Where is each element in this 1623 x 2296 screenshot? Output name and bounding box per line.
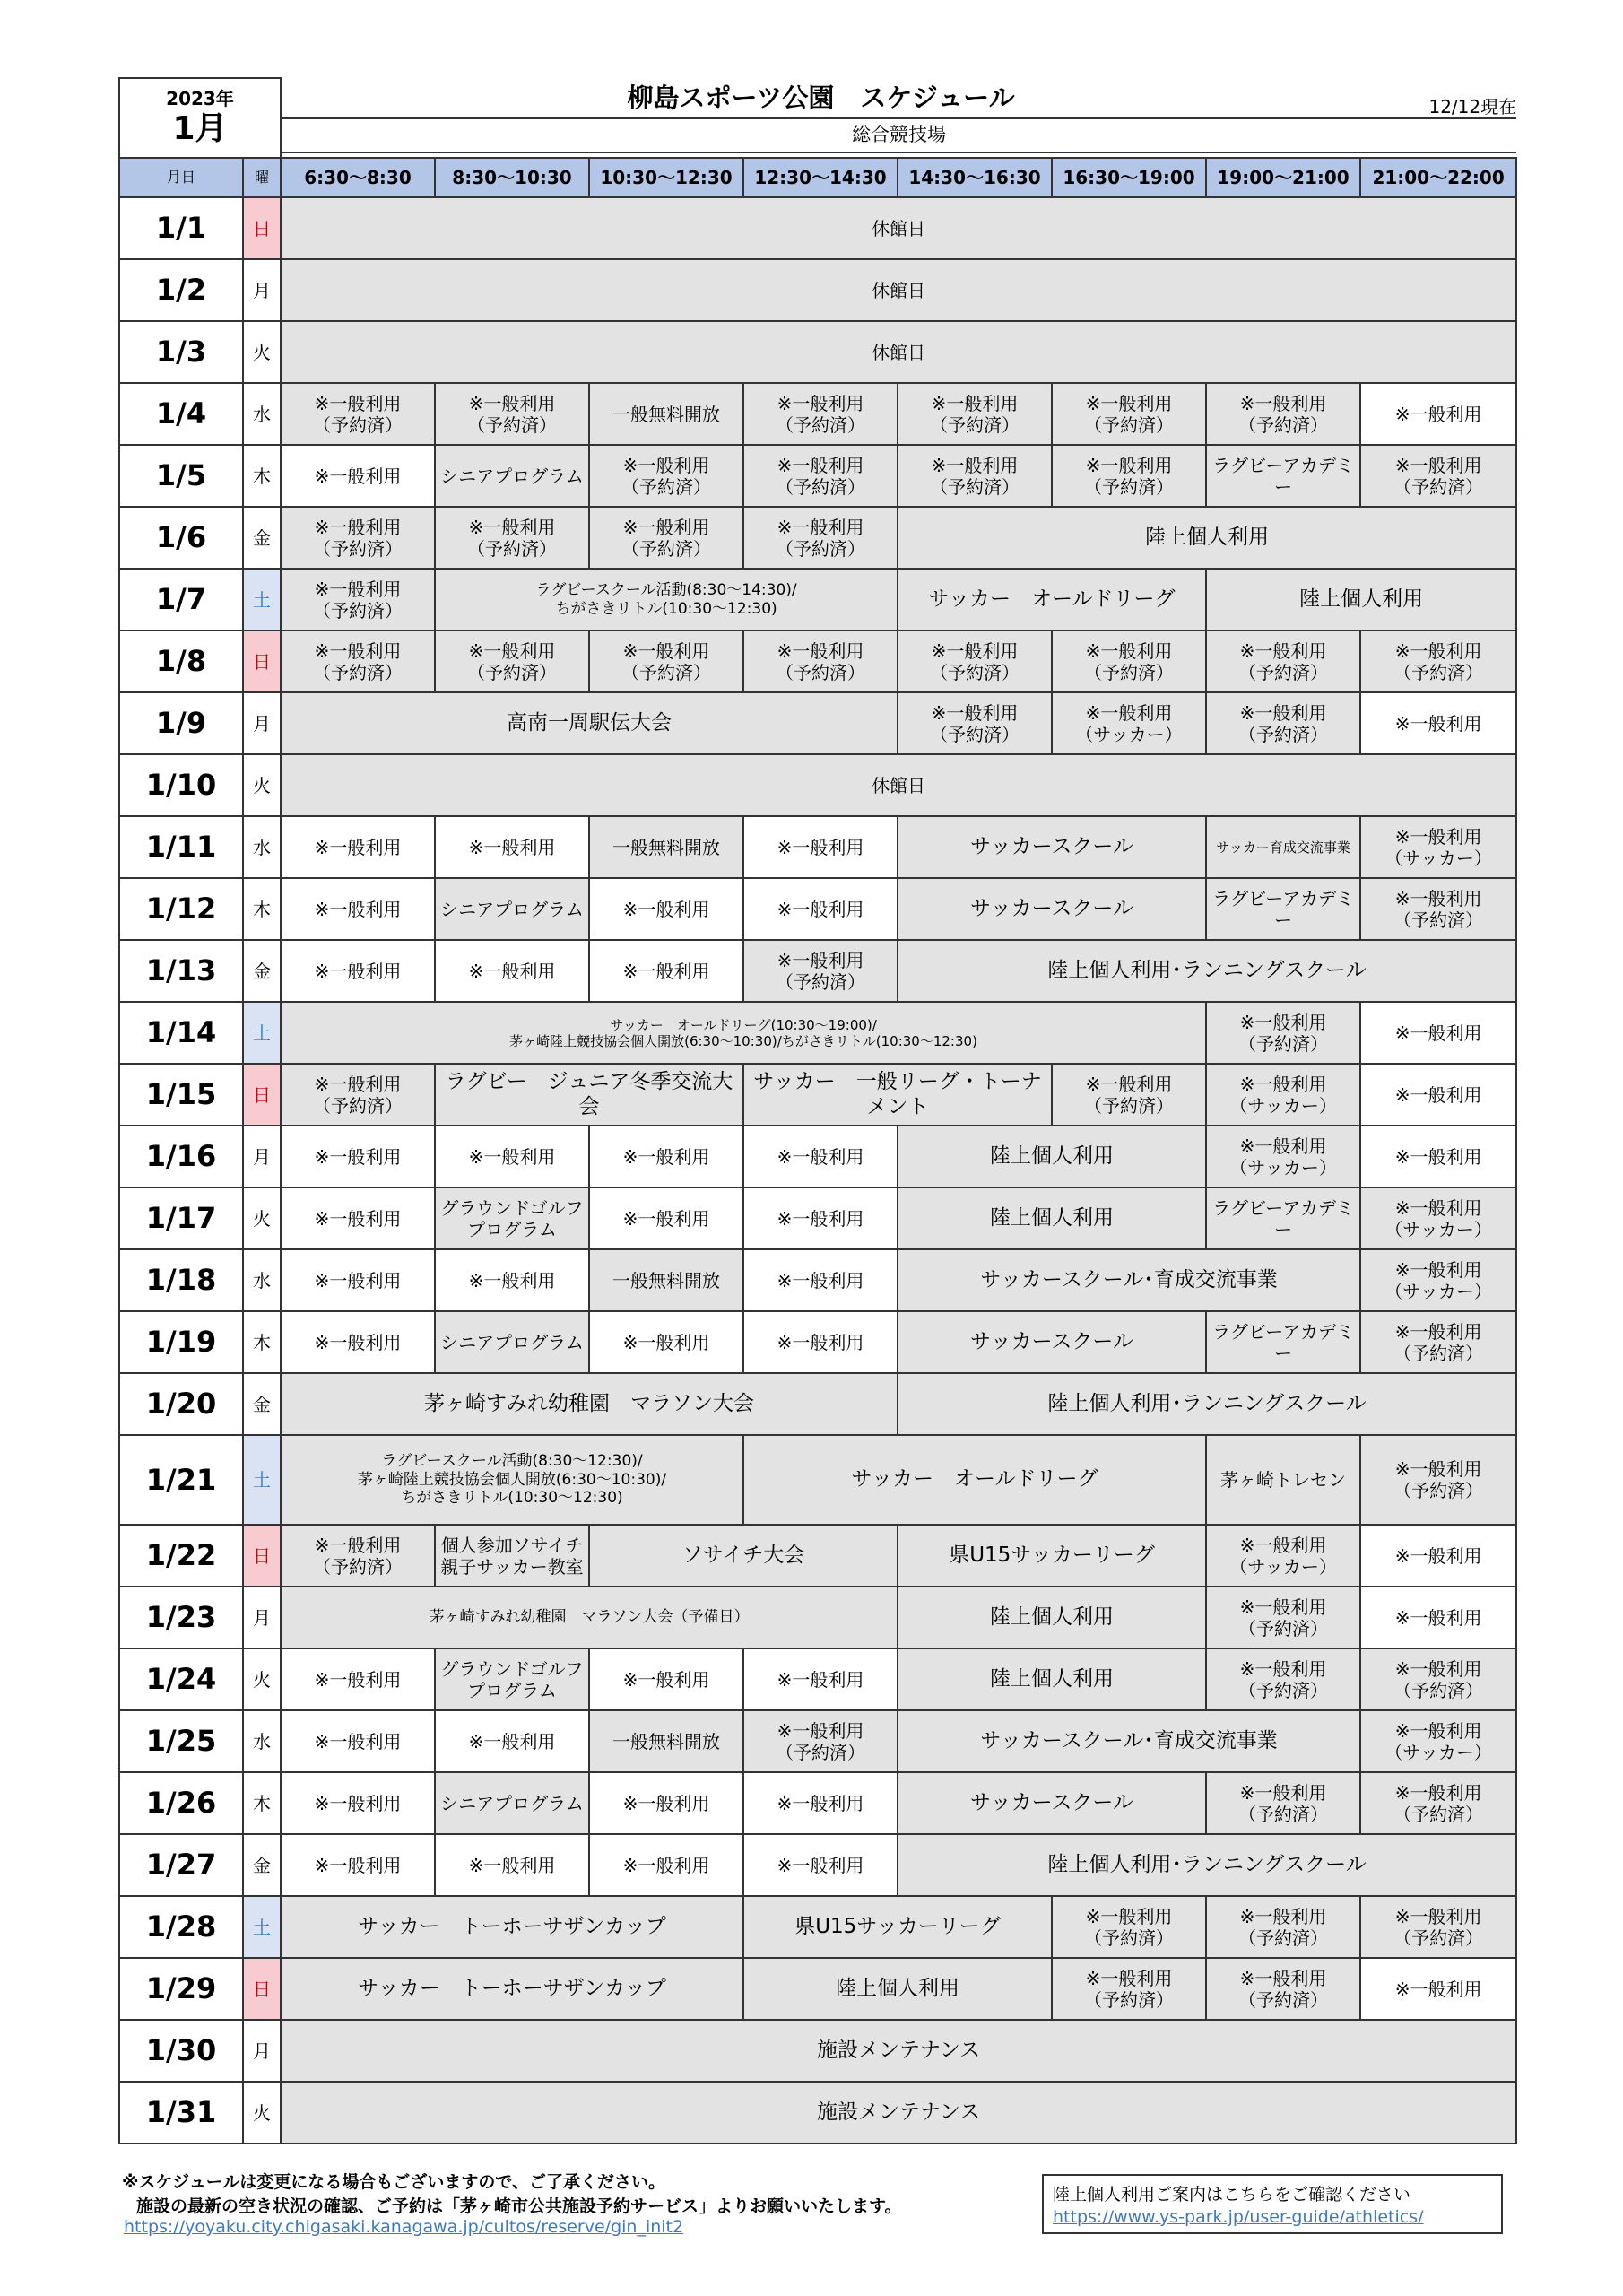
schedule-cell: サッカー 一般リーグ・トーナメント [743,1064,1052,1126]
dow-cell: 月 [243,692,281,754]
table-row [119,1187,1516,1249]
schedule-cell: ラグビースクール活動(8:30～12:30)/ 茅ヶ崎陸上競技協会個人開放(6:30～10:30)/ ちがさきリトル(10:30～12:30) [281,1435,743,1525]
date-cell: 1/5 [119,445,243,507]
dow-column-header: 曜 [243,158,281,197]
schedule-cell: ※一般利用 （予約済） [898,445,1052,507]
schedule-cell: ※一般利用 （予約済） [1052,1896,1206,1958]
schedule-cell: 県U15サッカーリーグ [743,1896,1052,1958]
schedule-cell: 陸上個人利用 [898,507,1516,569]
dow-cell: 金 [243,1373,281,1435]
schedule-cell: 陸上個人利用 [898,1648,1206,1710]
slot-header: 14:30～16:30 [898,158,1052,197]
schedule-cell: シニアプログラム [435,445,589,507]
schedule-cell: 陸上個人利用･ランニングスクール [898,1373,1516,1435]
schedule-cell: サッカースクール･育成交流事業 [898,1710,1360,1772]
schedule-cell: ※一般利用 [743,1648,898,1710]
schedule-cell: ※一般利用 [435,1249,589,1311]
schedule-cell: ※一般利用 （予約済） [1206,1587,1360,1648]
schedule-cell: ラグビースクール活動(8:30～14:30)/ ちがさきリトル(10:30～12:30) [435,569,898,631]
date-cell: 1/10 [119,754,243,816]
column-header-row [119,158,1516,197]
schedule-cell: ※一般利用 （サッカー） [1052,692,1206,754]
schedule-cell: 一般無料開放 [589,1710,743,1772]
dow-cell: 月 [243,1126,281,1187]
schedule-cell: ※一般利用 [435,1834,589,1896]
dow-cell: 木 [243,1311,281,1373]
schedule-cell: ※一般利用 [281,1834,435,1896]
table-row [119,1710,1516,1772]
schedule-cell: ※一般利用 （予約済） [743,507,898,569]
month-label: 1月 [172,109,228,147]
schedule-cell: ※一般利用 （サッカー） [1206,1126,1360,1187]
schedule-cell: サッカー育成交流事業 [1206,816,1360,878]
table-row [119,445,1516,507]
dow-cell: 月 [243,259,281,321]
schedule-cell: サッカースクール [898,878,1206,940]
date-cell: 1/20 [119,1373,243,1435]
date-cell: 1/4 [119,383,243,445]
schedule-cell: ※一般利用 [1360,1958,1516,2020]
schedule-cell: ※一般利用 （予約済） [1360,1435,1516,1525]
schedule-cell: ※一般利用 （予約済） [435,631,589,692]
date-cell: 1/8 [119,631,243,692]
date-cell: 1/21 [119,1435,243,1525]
dow-cell: 火 [243,1187,281,1249]
table-row [119,321,1516,383]
schedule-cell: 一般無料開放 [589,383,743,445]
page-title: 柳島スポーツ公園 スケジュール [281,78,1360,118]
schedule-cell: ※一般利用 [743,1772,898,1834]
schedule-cell: ※一般利用 （予約済） [1206,1896,1360,1958]
date-cell: 1/26 [119,1772,243,1834]
date-column-header: 月日 [119,158,243,197]
table-row [119,259,1516,321]
year-label: 2023年 [166,87,234,109]
schedule-cell: ※一般利用 （予約済） [1206,1772,1360,1834]
table-row [119,1435,1516,1525]
dow-cell: 土 [243,569,281,631]
slot-header: 16:30～19:00 [1052,158,1206,197]
schedule-cell: 休館日 [281,259,1516,321]
schedule-cell: ※一般利用 [743,816,898,878]
schedule-cell: ※一般利用 [1360,1126,1516,1187]
schedule-cell: ラグビーアカデミー [1206,445,1360,507]
schedule-cell: ※一般利用 [281,1249,435,1311]
dow-cell: 水 [243,1249,281,1311]
schedule-cell: サッカー トーホーサザンカップ [281,1896,743,1958]
table-row [119,1064,1516,1126]
schedule-cell: ※一般利用 （予約済） [1052,631,1206,692]
table-row [119,631,1516,692]
dow-cell: 火 [243,1648,281,1710]
table-row [119,197,1516,259]
table-row [119,1126,1516,1187]
dow-cell: 日 [243,1958,281,2020]
slot-header: 8:30～10:30 [435,158,589,197]
schedule-cell: ※一般利用 （サッカー） [1360,816,1516,878]
schedule-cell: ※一般利用 [281,816,435,878]
schedule-cell: 施設メンテナンス [281,2020,1516,2082]
dow-cell: 金 [243,940,281,1002]
date-cell: 1/24 [119,1648,243,1710]
dow-cell: 木 [243,445,281,507]
schedule-cell: シニアプログラム [435,878,589,940]
schedule-cell: ※一般利用 （予約済） [1052,383,1206,445]
schedule-cell: ※一般利用 （予約済） [1360,878,1516,940]
dow-cell: 火 [243,754,281,816]
schedule-cell: ※一般利用 （予約済） [1206,383,1360,445]
schedule-cell: ※一般利用 [743,1126,898,1187]
table-row [119,1772,1516,1834]
schedule-cell: ※一般利用 [589,878,743,940]
table-row [119,1249,1516,1311]
date-cell: 1/7 [119,569,243,631]
schedule-cell: ソサイチ大会 [589,1525,898,1587]
schedule-cell: ※一般利用 [589,1126,743,1187]
schedule-cell: ※一般利用 [281,1648,435,1710]
schedule-cell: 個人参加ソサイチ 親子サッカー教室 [435,1525,589,1587]
date-cell: 1/30 [119,2020,243,2082]
dow-cell: 火 [243,2082,281,2144]
venue-label: 総合競技場 [852,124,947,146]
schedule-cell: ※一般利用 （予約済） [743,383,898,445]
schedule-cell: ※一般利用 [743,1834,898,1896]
schedule-cell: ※一般利用 [281,1126,435,1187]
year-month-box [119,78,281,158]
schedule-cell: ※一般利用 [589,1187,743,1249]
date-cell: 1/12 [119,878,243,940]
schedule-cell: ※一般利用 （サッカー） [1360,1710,1516,1772]
date-cell: 1/16 [119,1126,243,1187]
schedule-cell: グラウンドゴルフ プログラム [435,1187,589,1249]
date-cell: 1/22 [119,1525,243,1587]
schedule-cell: ※一般利用 [435,1126,589,1187]
date-cell: 1/15 [119,1064,243,1126]
schedule-cell: ※一般利用 [281,1187,435,1249]
slot-header: 6:30～8:30 [281,158,435,197]
schedule-cell: ※一般利用 （予約済） [898,383,1052,445]
table-row [119,1958,1516,2020]
footer-note-reserve: 施設の最新の空き状況の確認、ご予約は「茅ヶ崎市公共施設予約サービス」よりお願いいたします。 [136,2196,902,2216]
schedule-cell: ※一般利用 （予約済） [1206,1002,1360,1064]
schedule-cell: ※一般利用 [589,1772,743,1834]
dow-cell: 月 [243,2020,281,2082]
schedule-cell: 茅ヶ崎トレセン [1206,1435,1360,1525]
schedule-cell: ※一般利用 [743,1311,898,1373]
schedule-cell: ※一般利用 （予約済） [281,507,435,569]
date-cell: 1/14 [119,1002,243,1064]
athletics-info-box [1042,2174,1503,2234]
schedule-cell: ※一般利用 [589,1834,743,1896]
dow-cell: 水 [243,816,281,878]
slot-header: 12:30～14:30 [743,158,898,197]
schedule-cell: 休館日 [281,197,1516,259]
date-cell: 1/3 [119,321,243,383]
schedule-cell: ※一般利用 [1360,383,1516,445]
schedule-cell: 県U15サッカーリーグ [898,1525,1206,1587]
dow-cell: 日 [243,631,281,692]
schedule-cell: ※一般利用 （予約済） [435,507,589,569]
dow-cell: 土 [243,1896,281,1958]
dow-cell: 日 [243,1525,281,1587]
date-cell: 1/17 [119,1187,243,1249]
schedule-cell: ※一般利用 （予約済） [1206,1958,1360,2020]
footer-note-change: ※スケジュールは変更になる場合もございますので、ご了承ください。 [122,2172,665,2192]
dow-cell: 木 [243,878,281,940]
schedule-sheet [118,77,1515,2144]
schedule-cell: ※一般利用 [281,1710,435,1772]
table-row [119,940,1516,1002]
date-cell: 1/13 [119,940,243,1002]
table-row [119,1896,1516,1958]
schedule-cell: ※一般利用 （サッカー） [1206,1525,1360,1587]
schedule-cell: ※一般利用 （予約済） [1052,445,1206,507]
athletics-info-label: 陸上個人利用ご案内はこちらをご確認ください [1053,2185,1411,2205]
schedule-cell: ※一般利用 [281,445,435,507]
schedule-cell: ※一般利用 （予約済） [281,1525,435,1587]
schedule-cell: 茅ヶ崎すみれ幼稚園 マラソン大会（予備日） [281,1587,898,1648]
date-cell: 1/18 [119,1249,243,1311]
schedule-cell: ラグビーアカデミー [1206,1311,1360,1373]
schedule-cell: サッカー オールドリーグ [898,569,1206,631]
schedule-cell: 陸上個人利用･ランニングスクール [898,940,1516,1002]
schedule-cell: ※一般利用 [743,1187,898,1249]
schedule-cell: ※一般利用 [589,1311,743,1373]
schedule-cell: サッカースクール･育成交流事業 [898,1249,1360,1311]
schedule-cell: 施設メンテナンス [281,2082,1516,2144]
schedule-cell: ※一般利用 （予約済） [281,631,435,692]
schedule-cell: グラウンドゴルフ プログラム [435,1648,589,1710]
schedule-cell: ※一般利用 [1360,1587,1516,1648]
table-row [119,383,1516,445]
dow-cell: 土 [243,1435,281,1525]
dow-cell: 日 [243,1064,281,1126]
schedule-cell: 陸上個人利用 [898,1187,1206,1249]
slot-header: 21:00～22:00 [1360,158,1516,197]
reservation-link[interactable]: https://yoyaku.city.chigasaki.kanagawa.jp/cultos/reserve/gin_init2 [124,2217,684,2237]
date-cell: 1/11 [119,816,243,878]
schedule-cell: ※一般利用 （予約済） [589,507,743,569]
schedule-cell: サッカー オールドリーグ(10:30～19:00)/ 茅ヶ崎陸上競技協会個人開放(6:30～10:30)/ちがさきリトル(10:30～12:30) [281,1002,1206,1064]
date-cell: 1/27 [119,1834,243,1896]
schedule-cell: 陸上個人利用 [898,1126,1206,1187]
table-row [119,569,1516,631]
schedule-cell: ※一般利用 [281,878,435,940]
schedule-cell: ※一般利用 （予約済） [435,383,589,445]
date-cell: 1/2 [119,259,243,321]
schedule-cell: ※一般利用 （予約済） [743,445,898,507]
schedule-cell: ※一般利用 （予約済） [1360,1648,1516,1710]
schedule-cell: 一般無料開放 [589,816,743,878]
dow-cell: 火 [243,321,281,383]
schedule-cell: ※一般利用 （予約済） [1360,631,1516,692]
slot-header: 10:30～12:30 [589,158,743,197]
schedule-cell: ※一般利用 [589,1648,743,1710]
table-row [119,692,1516,754]
dow-cell: 日 [243,197,281,259]
table-row [119,1373,1516,1435]
schedule-cell: ※一般利用 （サッカー） [1360,1187,1516,1249]
schedule-cell: ※一般利用 [435,940,589,1002]
schedule-cell: ラグビーアカデミー [1206,878,1360,940]
schedule-cell: サッカースクール [898,1772,1206,1834]
dow-cell: 水 [243,383,281,445]
date-cell: 1/25 [119,1710,243,1772]
schedule-cell: ※一般利用 （予約済） [743,1710,898,1772]
schedule-cell: ※一般利用 （予約済） [1052,1064,1206,1126]
schedule-cell: サッカー オールドリーグ [743,1435,1206,1525]
schedule-cell: ※一般利用 （予約済） [743,940,898,1002]
table-row [119,878,1516,940]
schedule-cell: ※一般利用 （予約済） [1360,445,1516,507]
table-row [119,1311,1516,1373]
schedule-cell: ※一般利用 （予約済） [1206,692,1360,754]
schedule-cell: ※一般利用 （予約済） [743,631,898,692]
date-cell: 1/19 [119,1311,243,1373]
table-row [119,2020,1516,2082]
schedule-cell: ※一般利用 [281,1311,435,1373]
date-cell: 1/29 [119,1958,243,2020]
schedule-cell: 茅ヶ崎すみれ幼稚園 マラソン大会 [281,1373,898,1435]
schedule-cell: ※一般利用 [1360,692,1516,754]
table-row [119,816,1516,878]
schedule-cell: 一般無料開放 [589,1249,743,1311]
dow-cell: 金 [243,507,281,569]
schedule-cell: ※一般利用 [1360,1002,1516,1064]
slot-header: 19:00～21:00 [1206,158,1360,197]
schedule-cell: ※一般利用 （予約済） [589,445,743,507]
schedule-cell: シニアプログラム [435,1772,589,1834]
table-row [119,1002,1516,1064]
schedule-cell: サッカースクール [898,816,1206,878]
date-cell: 1/28 [119,1896,243,1958]
schedule-cell: ※一般利用 （予約済） [281,383,435,445]
dow-cell: 木 [243,1772,281,1834]
schedule-cell: 陸上個人利用 [1206,569,1516,631]
dow-cell: 金 [243,1834,281,1896]
date-cell: 1/9 [119,692,243,754]
schedule-cell: 高南一周駅伝大会 [281,692,898,754]
schedule-cell: ラグビー ジュニア冬季交流大会 [435,1064,743,1126]
table-row [119,1834,1516,1896]
dow-cell: 土 [243,1002,281,1064]
schedule-cell: ラグビーアカデミー [1206,1187,1360,1249]
schedule-cell: ※一般利用 [435,816,589,878]
schedule-table [118,77,1517,2144]
schedule-cell: ※一般利用 [281,1772,435,1834]
dow-cell: 月 [243,1587,281,1648]
schedule-cell: ※一般利用 [589,940,743,1002]
as-of-date: 12/12現在 [1360,78,1516,118]
table-row [119,507,1516,569]
schedule-cell: シニアプログラム [435,1311,589,1373]
schedule-cell: ※一般利用 （予約済） [1360,1772,1516,1834]
dow-cell: 水 [243,1710,281,1772]
schedule-cell: ※一般利用 [743,878,898,940]
date-cell: 1/6 [119,507,243,569]
schedule-cell: 陸上個人利用 [898,1587,1206,1648]
schedule-cell: ※一般利用 （予約済） [1206,631,1360,692]
schedule-cell: ※一般利用 [281,940,435,1002]
schedule-cell: ※一般利用 [435,1710,589,1772]
schedule-cell: ※一般利用 [1360,1064,1516,1126]
schedule-cell: ※一般利用 （予約済） [1360,1896,1516,1958]
schedule-cell: ※一般利用 （予約済） [1052,1958,1206,2020]
schedule-cell: ※一般利用 （予約済） [1206,1648,1360,1710]
table-row [119,1525,1516,1587]
schedule-cell: ※一般利用 （予約済） [589,631,743,692]
schedule-cell: ※一般利用 （予約済） [281,1064,435,1126]
schedule-cell: 休館日 [281,754,1516,816]
table-row [119,1587,1516,1648]
schedule-cell: ※一般利用 （予約済） [281,569,435,631]
schedule-cell: ※一般利用 （予約済） [898,631,1052,692]
athletics-info-link[interactable]: https://www.ys-park.jp/user-guide/athletics/ [1053,2207,1424,2227]
schedule-cell: 休館日 [281,321,1516,383]
schedule-cell: ※一般利用 [743,1249,898,1311]
date-cell: 1/23 [119,1587,243,1648]
date-cell: 1/1 [119,197,243,259]
schedule-cell: ※一般利用 （予約済） [1360,1311,1516,1373]
table-row [119,1648,1516,1710]
table-row [119,754,1516,816]
schedule-cell: ※一般利用 （サッカー） [1360,1249,1516,1311]
schedule-cell: ※一般利用 （予約済） [898,692,1052,754]
schedule-cell: ※一般利用 （サッカー） [1206,1064,1360,1126]
schedule-cell: ※一般利用 [1360,1525,1516,1587]
schedule-cell: サッカー トーホーサザンカップ [281,1958,743,2020]
table-row [119,2082,1516,2144]
schedule-cell: サッカースクール [898,1311,1206,1373]
schedule-cell: 陸上個人利用 [743,1958,1052,2020]
schedule-cell: 陸上個人利用･ランニングスクール [898,1834,1516,1896]
date-cell: 1/31 [119,2082,243,2144]
